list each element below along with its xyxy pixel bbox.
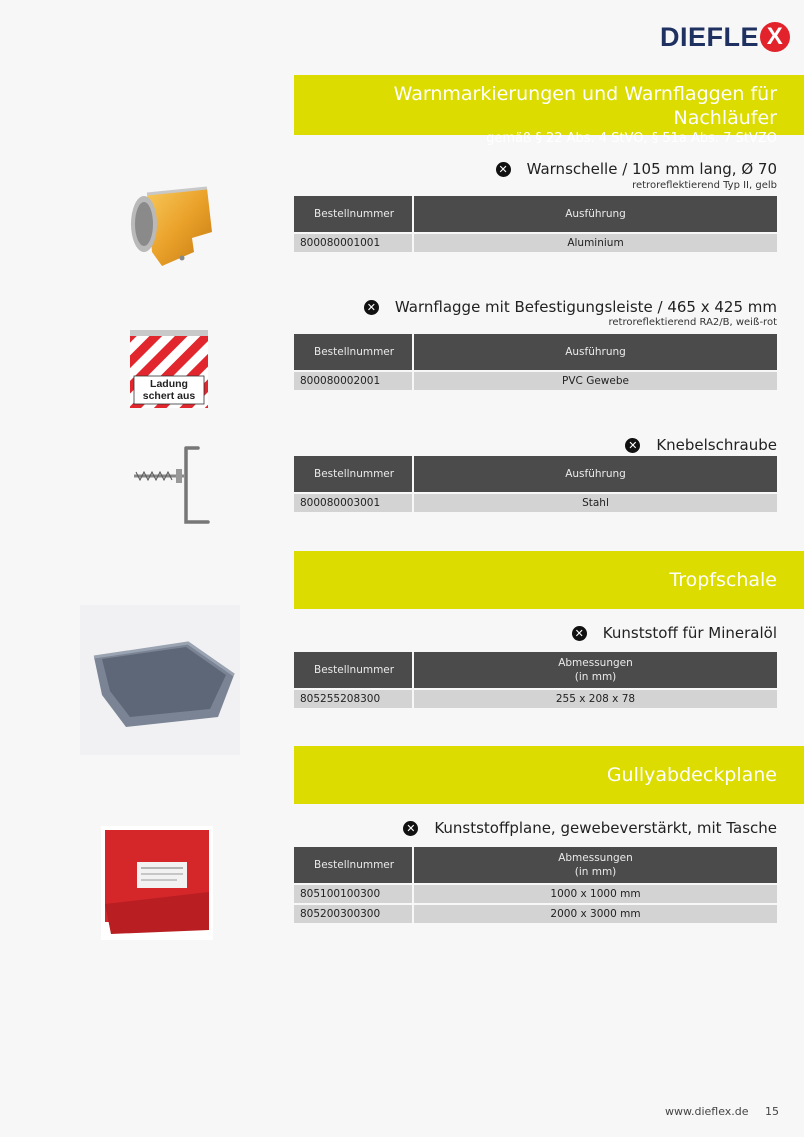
warnflagge-image bbox=[130, 330, 208, 408]
product-table-warnschelle bbox=[294, 196, 777, 252]
col-header-bestellnummer: Bestellnummer bbox=[294, 652, 412, 688]
col-header-bestellnummer: Bestellnummer bbox=[294, 334, 412, 370]
warnschelle-image bbox=[122, 182, 220, 272]
logo-text: DIEFLE bbox=[660, 21, 760, 52]
product-table-knebelschraube bbox=[294, 456, 777, 512]
col-header-ausfuehrung: Ausführung bbox=[412, 456, 777, 492]
col-header-ausfuehrung: Ausführung bbox=[412, 196, 777, 232]
tropfschale-image bbox=[80, 605, 240, 755]
gullyabdeckplane-image-frame bbox=[101, 826, 213, 940]
col-header-ausfuehrung: Ausführung bbox=[412, 334, 777, 370]
table-row: 800080002001 PVC Gewebe bbox=[294, 370, 777, 390]
product-table-warnflagge bbox=[294, 334, 777, 390]
product-title-gullyabdeckplane: ✕ Kunststoffplane, gewebeverstärkt, mit Tasche bbox=[403, 819, 777, 837]
product-title-tropfschale: ✕ Kunststoff für Mineralöl bbox=[572, 624, 777, 642]
flag-text-2: schert aus bbox=[142, 390, 196, 402]
product-title-knebelschraube: ✕ Knebelschraube bbox=[625, 436, 777, 454]
x-circle-icon: ✕ bbox=[364, 300, 379, 315]
table-row: 805100100300 1000 x 1000 mm bbox=[294, 883, 777, 903]
x-circle-icon: ✕ bbox=[496, 162, 511, 177]
logo-x-icon: X bbox=[760, 22, 790, 52]
product-subtitle-warnflagge: retroreflektierend RA2/B, weiß-rot bbox=[608, 317, 777, 328]
section-banner-tropfschale: Tropfschale bbox=[294, 551, 804, 609]
product-title-warnschelle: ✕ Warnschelle / 105 mm lang, Ø 70 bbox=[496, 160, 777, 178]
x-circle-icon: ✕ bbox=[572, 626, 587, 641]
x-circle-icon: ✕ bbox=[625, 438, 640, 453]
product-subtitle-warnschelle: retroreflektierend Typ II, gelb bbox=[632, 180, 777, 191]
knebelschraube-image bbox=[128, 444, 214, 526]
col-header-bestellnummer: Bestellnummer bbox=[294, 456, 412, 492]
table-row: 800080003001 Stahl bbox=[294, 492, 777, 512]
table-row: 805200300300 2000 x 3000 mm bbox=[294, 903, 777, 923]
table-row: 800080001001 Aluminium bbox=[294, 232, 777, 252]
footer-url[interactable]: www.dieflex.de bbox=[665, 1105, 749, 1118]
product-table-tropfschale bbox=[294, 652, 777, 708]
x-circle-icon: ✕ bbox=[403, 821, 418, 836]
col-header-abmessungen: Abmessungen (in mm) bbox=[412, 847, 777, 883]
banner-subtitle: gemäß § 22 Abs. 4 StVO, § 51a Abs. 7 StVZO bbox=[486, 131, 777, 146]
product-table-gullyabdeckplane bbox=[294, 847, 777, 923]
col-header-bestellnummer: Bestellnummer bbox=[294, 196, 412, 232]
section-banner-warnmarkierungen bbox=[294, 75, 804, 146]
flag-text-1: Ladung bbox=[150, 378, 188, 390]
tropfschale-image-frame bbox=[80, 605, 240, 755]
dieflex-logo bbox=[660, 22, 790, 52]
gullyabdeckplane-image bbox=[101, 826, 213, 940]
col-header-abmessungen: Abmessungen (in mm) bbox=[412, 652, 777, 688]
banner-title: Warnmarkierungen und Warnflaggen für Nachläufer bbox=[393, 83, 777, 129]
col-header-bestellnummer: Bestellnummer bbox=[294, 847, 412, 883]
table-row: 805255208300 255 x 208 x 78 bbox=[294, 688, 777, 708]
page-number: 15 bbox=[765, 1105, 779, 1118]
section-banner-gullyabdeckplane: Gullyabdeckplane bbox=[294, 746, 804, 804]
product-title-warnflagge: ✕ Warnflagge mit Befestigungsleiste / 465 x 425 mm bbox=[364, 298, 777, 316]
